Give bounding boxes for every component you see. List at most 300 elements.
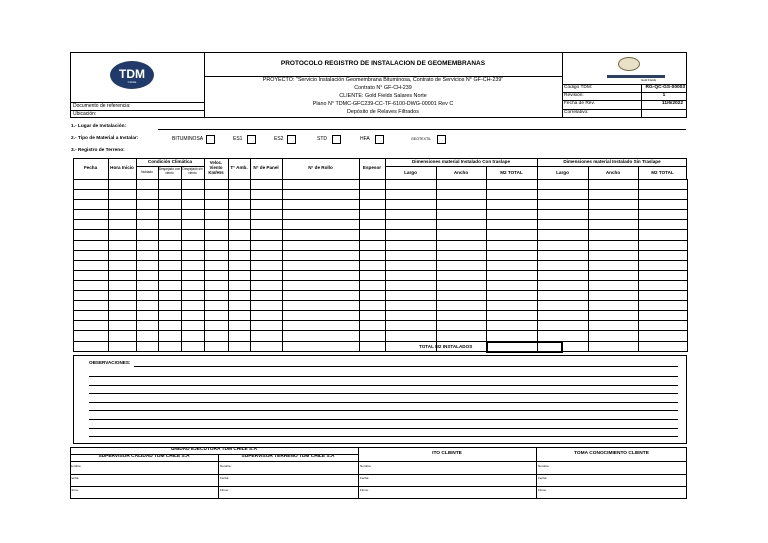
table-cell[interactable] <box>639 190 688 200</box>
table-cell[interactable] <box>437 250 487 260</box>
table-cell[interactable] <box>109 291 137 301</box>
table-cell[interactable] <box>137 331 159 341</box>
table-cell[interactable] <box>360 230 386 240</box>
table-cell[interactable] <box>283 311 360 321</box>
table-row[interactable] <box>74 291 688 301</box>
sig3-fecha[interactable]: Fecha: <box>360 476 370 480</box>
table-cell[interactable] <box>437 311 487 321</box>
table-cell[interactable] <box>229 280 251 290</box>
table-cell[interactable] <box>205 301 229 311</box>
table-cell[interactable] <box>360 321 386 331</box>
checkbox-es2[interactable] <box>287 135 296 144</box>
table-cell[interactable] <box>538 240 589 250</box>
table-cell[interactable] <box>205 250 229 260</box>
table-cell[interactable] <box>229 230 251 240</box>
table-cell[interactable] <box>437 280 487 290</box>
table-cell[interactable] <box>74 331 109 341</box>
table-cell[interactable] <box>589 200 639 210</box>
table-cell[interactable] <box>205 220 229 230</box>
table-cell[interactable] <box>137 180 159 190</box>
table-cell[interactable] <box>487 260 538 270</box>
sig3-firma[interactable]: Firma: <box>360 488 369 492</box>
table-cell[interactable] <box>159 280 182 290</box>
table-cell[interactable] <box>159 180 182 190</box>
table-cell[interactable] <box>487 240 538 250</box>
table-cell[interactable] <box>74 311 109 321</box>
observation-line[interactable] <box>89 428 678 429</box>
table-cell[interactable] <box>74 240 109 250</box>
observation-line[interactable] <box>89 402 678 403</box>
table-cell[interactable] <box>589 190 639 200</box>
table-row[interactable] <box>74 230 688 240</box>
table-row[interactable] <box>74 200 688 210</box>
table-cell[interactable] <box>74 280 109 290</box>
sig4-nombre[interactable]: Nombre: <box>538 464 550 468</box>
table-cell[interactable] <box>386 301 437 311</box>
table-cell[interactable] <box>251 180 283 190</box>
table-cell[interactable] <box>109 260 137 270</box>
table-cell[interactable] <box>137 210 159 220</box>
table-cell[interactable] <box>74 321 109 331</box>
table-cell[interactable] <box>109 220 137 230</box>
table-cell[interactable] <box>229 321 251 331</box>
table-cell[interactable] <box>437 270 487 280</box>
table-cell[interactable] <box>360 301 386 311</box>
table-cell[interactable] <box>360 270 386 280</box>
table-cell[interactable] <box>182 331 205 341</box>
table-row[interactable] <box>74 180 688 190</box>
table-cell[interactable] <box>205 230 229 240</box>
table-cell[interactable] <box>360 341 386 351</box>
table-cell[interactable] <box>109 180 137 190</box>
table-cell[interactable] <box>437 220 487 230</box>
table-cell[interactable] <box>251 240 283 250</box>
table-cell[interactable] <box>229 200 251 210</box>
table-cell[interactable] <box>639 230 688 240</box>
table-row[interactable] <box>74 260 688 270</box>
table-cell[interactable] <box>639 250 688 260</box>
table-cell[interactable] <box>109 311 137 321</box>
observation-line[interactable] <box>89 393 678 394</box>
table-cell[interactable] <box>182 260 205 270</box>
table-cell[interactable] <box>589 321 639 331</box>
table-cell[interactable] <box>283 341 360 351</box>
table-cell[interactable] <box>386 180 437 190</box>
table-cell[interactable] <box>283 280 360 290</box>
table-cell[interactable] <box>283 180 360 190</box>
table-cell[interactable] <box>74 250 109 260</box>
table-cell[interactable] <box>487 291 538 301</box>
table-cell[interactable] <box>109 230 137 240</box>
table-cell[interactable] <box>487 321 538 331</box>
table-row[interactable] <box>74 311 688 321</box>
table-cell[interactable] <box>109 321 137 331</box>
table-cell[interactable] <box>589 240 639 250</box>
table-cell[interactable] <box>205 341 229 351</box>
table-cell[interactable] <box>159 210 182 220</box>
table-cell[interactable] <box>360 200 386 210</box>
table-cell[interactable] <box>182 250 205 260</box>
table-cell[interactable] <box>137 311 159 321</box>
table-cell[interactable] <box>251 321 283 331</box>
table-cell[interactable] <box>538 311 589 321</box>
table-cell[interactable] <box>487 250 538 260</box>
table-cell[interactable] <box>283 291 360 301</box>
table-cell[interactable] <box>283 240 360 250</box>
table-cell[interactable] <box>229 301 251 311</box>
table-cell[interactable] <box>251 331 283 341</box>
table-cell[interactable] <box>437 321 487 331</box>
table-cell[interactable] <box>137 270 159 280</box>
table-cell[interactable] <box>109 190 137 200</box>
table-cell[interactable] <box>74 230 109 240</box>
table-cell[interactable] <box>229 240 251 250</box>
table-cell[interactable] <box>283 331 360 341</box>
checkbox-hfa[interactable] <box>375 135 384 144</box>
table-cell[interactable] <box>437 230 487 240</box>
sig3-nombre[interactable]: Nombre: <box>360 464 372 468</box>
observation-line[interactable] <box>89 376 678 377</box>
table-cell[interactable] <box>589 180 639 190</box>
table-cell[interactable] <box>386 200 437 210</box>
sig2-fecha[interactable]: Fecha: <box>220 476 230 480</box>
table-cell[interactable] <box>639 180 688 190</box>
table-cell[interactable] <box>205 291 229 301</box>
install-location-line[interactable] <box>158 129 686 130</box>
table-cell[interactable] <box>386 270 437 280</box>
table-cell[interactable] <box>437 240 487 250</box>
table-cell[interactable] <box>360 311 386 321</box>
table-cell[interactable] <box>137 280 159 290</box>
table-row[interactable] <box>74 220 688 230</box>
table-cell[interactable] <box>137 230 159 240</box>
table-cell[interactable] <box>182 270 205 280</box>
table-cell[interactable] <box>205 260 229 270</box>
table-cell[interactable] <box>251 280 283 290</box>
table-cell[interactable] <box>137 250 159 260</box>
table-cell[interactable] <box>487 200 538 210</box>
table-cell[interactable] <box>386 220 437 230</box>
table-cell[interactable] <box>109 280 137 290</box>
table-cell[interactable] <box>589 291 639 301</box>
table-cell[interactable] <box>437 210 487 220</box>
table-cell[interactable] <box>437 180 487 190</box>
table-cell[interactable] <box>538 230 589 240</box>
table-cell[interactable] <box>360 250 386 260</box>
table-cell[interactable] <box>386 291 437 301</box>
sig1-fecha[interactable]: Fecha: <box>70 476 80 480</box>
table-cell[interactable] <box>589 331 639 341</box>
table-cell[interactable] <box>538 321 589 331</box>
table-cell[interactable] <box>487 270 538 280</box>
table-cell[interactable] <box>283 260 360 270</box>
table-cell[interactable] <box>182 280 205 290</box>
total-m2-field[interactable] <box>486 341 563 353</box>
table-cell[interactable] <box>639 321 688 331</box>
table-cell[interactable] <box>589 270 639 280</box>
table-cell[interactable] <box>205 190 229 200</box>
table-cell[interactable] <box>229 220 251 230</box>
table-cell[interactable] <box>229 210 251 220</box>
sig2-nombre[interactable]: Nombre: <box>220 464 232 468</box>
table-cell[interactable] <box>639 301 688 311</box>
observation-line[interactable] <box>89 419 678 420</box>
table-cell[interactable] <box>251 230 283 240</box>
table-cell[interactable] <box>205 321 229 331</box>
table-cell[interactable] <box>182 180 205 190</box>
table-cell[interactable] <box>538 200 589 210</box>
table-cell[interactable] <box>589 260 639 270</box>
table-cell[interactable] <box>251 190 283 200</box>
table-cell[interactable] <box>639 270 688 280</box>
table-cell[interactable] <box>229 270 251 280</box>
table-cell[interactable] <box>137 301 159 311</box>
table-cell[interactable] <box>251 291 283 301</box>
table-cell[interactable] <box>538 260 589 270</box>
table-cell[interactable] <box>386 321 437 331</box>
table-cell[interactable] <box>283 250 360 260</box>
table-cell[interactable] <box>205 200 229 210</box>
table-cell[interactable] <box>109 301 137 311</box>
table-cell[interactable] <box>137 240 159 250</box>
table-cell[interactable] <box>109 240 137 250</box>
table-cell[interactable] <box>74 270 109 280</box>
table-cell[interactable] <box>137 321 159 331</box>
table-row[interactable] <box>74 331 688 341</box>
table-cell[interactable] <box>538 270 589 280</box>
table-cell[interactable] <box>159 240 182 250</box>
table-cell[interactable] <box>229 291 251 301</box>
table-cell[interactable] <box>109 210 137 220</box>
table-cell[interactable] <box>229 331 251 341</box>
table-cell[interactable] <box>109 331 137 341</box>
table-cell[interactable] <box>283 210 360 220</box>
table-cell[interactable] <box>229 190 251 200</box>
table-cell[interactable] <box>360 291 386 301</box>
table-cell[interactable] <box>487 190 538 200</box>
table-cell[interactable] <box>159 321 182 331</box>
table-cell[interactable] <box>639 291 688 301</box>
table-cell[interactable] <box>159 291 182 301</box>
table-cell[interactable] <box>251 311 283 321</box>
table-cell[interactable] <box>182 301 205 311</box>
table-row[interactable] <box>74 321 688 331</box>
table-cell[interactable] <box>283 220 360 230</box>
table-cell[interactable] <box>182 341 205 351</box>
table-cell[interactable] <box>386 210 437 220</box>
table-cell[interactable] <box>360 210 386 220</box>
table-cell[interactable] <box>589 341 639 351</box>
table-cell[interactable] <box>386 230 437 240</box>
table-cell[interactable] <box>182 311 205 321</box>
table-cell[interactable] <box>360 280 386 290</box>
table-cell[interactable] <box>205 180 229 190</box>
table-cell[interactable] <box>639 341 688 351</box>
table-row[interactable] <box>74 341 688 351</box>
table-cell[interactable] <box>229 250 251 260</box>
table-cell[interactable] <box>538 280 589 290</box>
table-cell[interactable] <box>639 240 688 250</box>
table-cell[interactable] <box>205 311 229 321</box>
table-cell[interactable] <box>487 311 538 321</box>
table-cell[interactable] <box>182 230 205 240</box>
table-cell[interactable] <box>283 190 360 200</box>
table-row[interactable] <box>74 270 688 280</box>
table-cell[interactable] <box>137 220 159 230</box>
table-cell[interactable] <box>538 180 589 190</box>
table-cell[interactable] <box>182 200 205 210</box>
table-cell[interactable] <box>386 190 437 200</box>
table-cell[interactable] <box>589 220 639 230</box>
table-cell[interactable] <box>251 250 283 260</box>
table-cell[interactable] <box>205 210 229 220</box>
table-cell[interactable] <box>251 341 283 351</box>
table-cell[interactable] <box>137 260 159 270</box>
table-cell[interactable] <box>229 311 251 321</box>
table-cell[interactable] <box>589 280 639 290</box>
table-cell[interactable] <box>74 341 109 351</box>
table-cell[interactable] <box>159 230 182 240</box>
table-cell[interactable] <box>437 260 487 270</box>
table-cell[interactable] <box>109 200 137 210</box>
table-cell[interactable] <box>639 220 688 230</box>
table-cell[interactable] <box>182 220 205 230</box>
table-cell[interactable] <box>159 260 182 270</box>
table-cell[interactable] <box>229 260 251 270</box>
table-cell[interactable] <box>205 270 229 280</box>
table-cell[interactable] <box>205 240 229 250</box>
table-cell[interactable] <box>251 200 283 210</box>
table-cell[interactable] <box>487 210 538 220</box>
table-cell[interactable] <box>74 180 109 190</box>
table-cell[interactable] <box>360 260 386 270</box>
table-cell[interactable] <box>589 311 639 321</box>
table-cell[interactable] <box>639 210 688 220</box>
table-cell[interactable] <box>74 260 109 270</box>
table-row[interactable] <box>74 210 688 220</box>
table-cell[interactable] <box>538 250 589 260</box>
table-row[interactable] <box>74 190 688 200</box>
table-cell[interactable] <box>283 270 360 280</box>
table-cell[interactable] <box>137 190 159 200</box>
table-cell[interactable] <box>639 311 688 321</box>
table-cell[interactable] <box>437 291 487 301</box>
table-cell[interactable] <box>229 341 251 351</box>
table-cell[interactable] <box>137 200 159 210</box>
sig2-firma[interactable]: Firma: <box>220 488 229 492</box>
table-cell[interactable] <box>159 301 182 311</box>
table-cell[interactable] <box>74 291 109 301</box>
table-cell[interactable] <box>182 190 205 200</box>
table-cell[interactable] <box>74 200 109 210</box>
table-cell[interactable] <box>538 210 589 220</box>
table-cell[interactable] <box>283 200 360 210</box>
table-cell[interactable] <box>487 331 538 341</box>
table-cell[interactable] <box>159 270 182 280</box>
table-cell[interactable] <box>251 301 283 311</box>
table-cell[interactable] <box>159 190 182 200</box>
record-table-body[interactable] <box>73 179 688 352</box>
table-cell[interactable] <box>182 321 205 331</box>
table-cell[interactable] <box>109 341 137 351</box>
table-cell[interactable] <box>283 321 360 331</box>
table-cell[interactable] <box>159 341 182 351</box>
table-cell[interactable] <box>639 200 688 210</box>
table-cell[interactable] <box>437 200 487 210</box>
table-cell[interactable] <box>437 331 487 341</box>
table-cell[interactable] <box>386 311 437 321</box>
table-cell[interactable] <box>487 230 538 240</box>
table-cell[interactable] <box>205 280 229 290</box>
table-cell[interactable] <box>283 301 360 311</box>
table-cell[interactable] <box>159 200 182 210</box>
table-row[interactable] <box>74 240 688 250</box>
table-cell[interactable] <box>386 250 437 260</box>
sig1-firma[interactable]: Firma: <box>70 488 79 492</box>
table-cell[interactable] <box>589 210 639 220</box>
table-cell[interactable] <box>487 280 538 290</box>
checkbox-std[interactable] <box>332 135 341 144</box>
table-cell[interactable] <box>360 180 386 190</box>
table-cell[interactable] <box>159 331 182 341</box>
table-cell[interactable] <box>437 301 487 311</box>
table-cell[interactable] <box>538 301 589 311</box>
sig4-firma[interactable]: Firma: <box>538 488 547 492</box>
table-cell[interactable] <box>182 210 205 220</box>
table-cell[interactable] <box>360 220 386 230</box>
table-cell[interactable] <box>74 301 109 311</box>
table-cell[interactable] <box>360 190 386 200</box>
table-row[interactable] <box>74 250 688 260</box>
table-cell[interactable] <box>283 230 360 240</box>
table-cell[interactable] <box>137 341 159 351</box>
table-cell[interactable] <box>437 190 487 200</box>
table-cell[interactable] <box>589 301 639 311</box>
table-cell[interactable] <box>589 250 639 260</box>
table-cell[interactable] <box>538 220 589 230</box>
table-row[interactable] <box>74 301 688 311</box>
table-cell[interactable] <box>205 331 229 341</box>
table-cell[interactable] <box>182 240 205 250</box>
table-cell[interactable] <box>159 250 182 260</box>
table-cell[interactable] <box>182 291 205 301</box>
checkbox-geotextil[interactable] <box>437 135 446 144</box>
table-cell[interactable] <box>639 331 688 341</box>
observation-line[interactable] <box>89 436 678 437</box>
table-cell[interactable] <box>538 331 589 341</box>
checkbox-bituminosa[interactable] <box>206 135 215 144</box>
table-cell[interactable] <box>487 220 538 230</box>
table-cell[interactable] <box>639 280 688 290</box>
table-cell[interactable] <box>251 270 283 280</box>
table-row[interactable] <box>74 280 688 290</box>
table-cell[interactable] <box>109 270 137 280</box>
table-cell[interactable] <box>386 331 437 341</box>
table-cell[interactable] <box>386 240 437 250</box>
sig4-fecha[interactable]: Fecha: <box>538 476 548 480</box>
table-cell[interactable] <box>229 180 251 190</box>
table-cell[interactable] <box>386 280 437 290</box>
observation-line[interactable] <box>89 385 678 386</box>
table-cell[interactable] <box>159 220 182 230</box>
table-cell[interactable] <box>251 210 283 220</box>
table-cell[interactable] <box>360 240 386 250</box>
table-cell[interactable] <box>251 260 283 270</box>
table-cell[interactable] <box>386 260 437 270</box>
table-cell[interactable] <box>589 230 639 240</box>
checkbox-es1[interactable] <box>247 135 256 144</box>
table-cell[interactable] <box>74 210 109 220</box>
